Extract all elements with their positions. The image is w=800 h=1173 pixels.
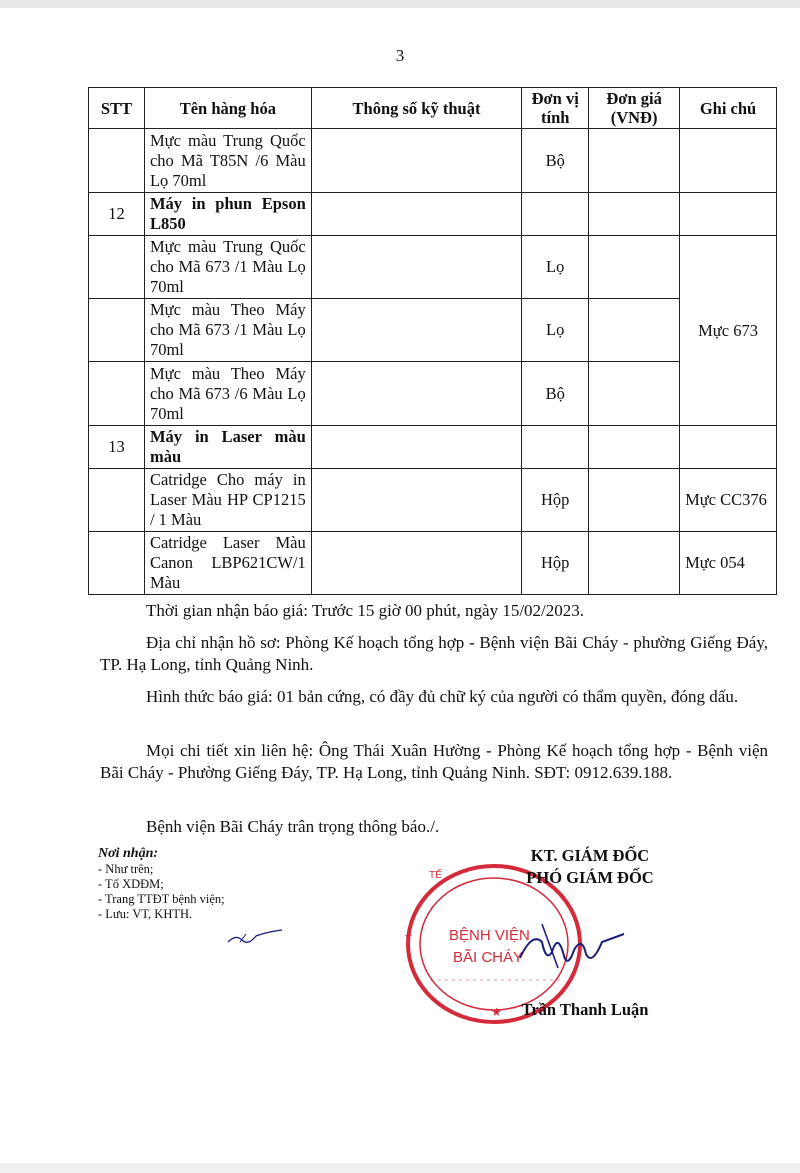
signer-name: Trần Thanh Luận [521, 1000, 649, 1019]
closing-paragraph: Bệnh viện Bãi Cháy trân trọng thông báo./. [146, 817, 440, 836]
header-note: Ghi chú [680, 88, 777, 129]
table-header-row [89, 88, 777, 129]
item-unit: Bộ [522, 362, 589, 426]
item-name: Mực màu Trung Quốc cho Mã 673 /1 Màu Lọ 70ml [144, 236, 311, 299]
item-note: Mực CC376 [680, 469, 777, 532]
item-unit: Lọ [522, 236, 589, 299]
svg-text:TẾ: TẾ [429, 870, 442, 881]
item-name: Mực màu Theo Máy cho Mã 673 /6 Màu Lọ 70ml [144, 362, 311, 426]
item-stt: 12 [89, 193, 145, 236]
item-name: Catridge Cho máy in Laser Màu HP CP1215 / 1 Màu [144, 469, 311, 532]
initial-mark [226, 926, 286, 948]
table-row [89, 193, 777, 236]
svg-text:Y: Y [405, 934, 412, 945]
page-number: 3 [395, 46, 405, 65]
item-unit: Hộp [522, 469, 589, 532]
header-unit: Đơn vị tính [522, 88, 589, 129]
signature-line1: KT. GIÁM ĐỐC [530, 846, 650, 865]
recipient-item: - Lưu: VT, KHTH. [98, 907, 193, 921]
stamp-line2: BÃI CHÁY [453, 949, 524, 966]
signature-line2: PHÓ GIÁM ĐỐC [526, 868, 654, 887]
header-spec: Thông số kỹ thuật [311, 88, 522, 129]
item-note: Mực 673 [680, 236, 777, 426]
item-name: Catridge Laser Màu Canon LBP621CW/1 Màu [144, 532, 311, 595]
item-stt: 13 [89, 426, 145, 469]
recipient-item: - Tổ XDĐM; [98, 877, 164, 891]
header-stt: STT [89, 88, 145, 129]
table-row [89, 469, 777, 532]
table-row [89, 299, 777, 362]
recipient-item: - Trang TTĐT bệnh viện; [98, 892, 225, 906]
header-name: Tên hàng hóa [144, 88, 311, 129]
table-row [89, 236, 777, 299]
bottom-edge [0, 1163, 800, 1173]
header-price: Đơn giá (VNĐ) [589, 88, 680, 129]
item-name: Máy in Laser màu màu [144, 426, 311, 469]
item-unit: Hộp [522, 532, 589, 595]
address-paragraph: Địa chỉ nhận hồ sơ: Phòng Kế hoạch tổng hợp - Bệnh viện Bãi Cháy - phường Giếng Đáy, TP. Hạ Long, tỉnh Quảng Ninh. [100, 633, 768, 674]
item-note: Mực 054 [680, 532, 777, 595]
item-name: Mực màu Theo Máy cho Mã 673 /1 Màu Lọ 70ml [144, 299, 311, 362]
recipients-block [98, 846, 225, 922]
table-row [89, 362, 777, 426]
table-row [89, 426, 777, 469]
item-name: Máy in phun Epson L850 [144, 193, 311, 236]
signature-title [490, 845, 690, 889]
goods-table [88, 87, 777, 595]
stamp-line1: BỆNH VIỆN [449, 927, 530, 944]
top-edge [0, 0, 800, 8]
deadline-paragraph: Thời gian nhận báo giá: Trước 15 giờ 00 phút, ngày 15/02/2023. [146, 601, 585, 620]
format-paragraph: Hình thức báo giá: 01 bản cứng, có đầy đủ chữ ký của người có thẩm quyền, đóng dấu. [146, 687, 739, 706]
contact-paragraph: Mọi chi tiết xin liên hệ: Ông Thái Xuân Hường - Phòng Kế hoạch tổng hợp - Bệnh viện Bãi Cháy - Phường Giếng Đáy, TP. Hạ Long, tỉnh Quảng Ninh. SĐT: 0912.639.188. [100, 741, 768, 782]
recipients-title: Nơi nhận: [98, 846, 159, 861]
handwritten-signature [512, 912, 632, 982]
table-row [89, 129, 777, 193]
table-row [89, 532, 777, 595]
svg-text:★: ★ [491, 1005, 502, 1019]
item-unit: Bộ [522, 129, 589, 193]
item-name: Mực màu Trung Quốc cho Mã T85N /6 Màu Lọ 70ml [144, 129, 311, 193]
recipient-item: - Như trên; [98, 862, 154, 876]
item-unit: Lọ [522, 299, 589, 362]
